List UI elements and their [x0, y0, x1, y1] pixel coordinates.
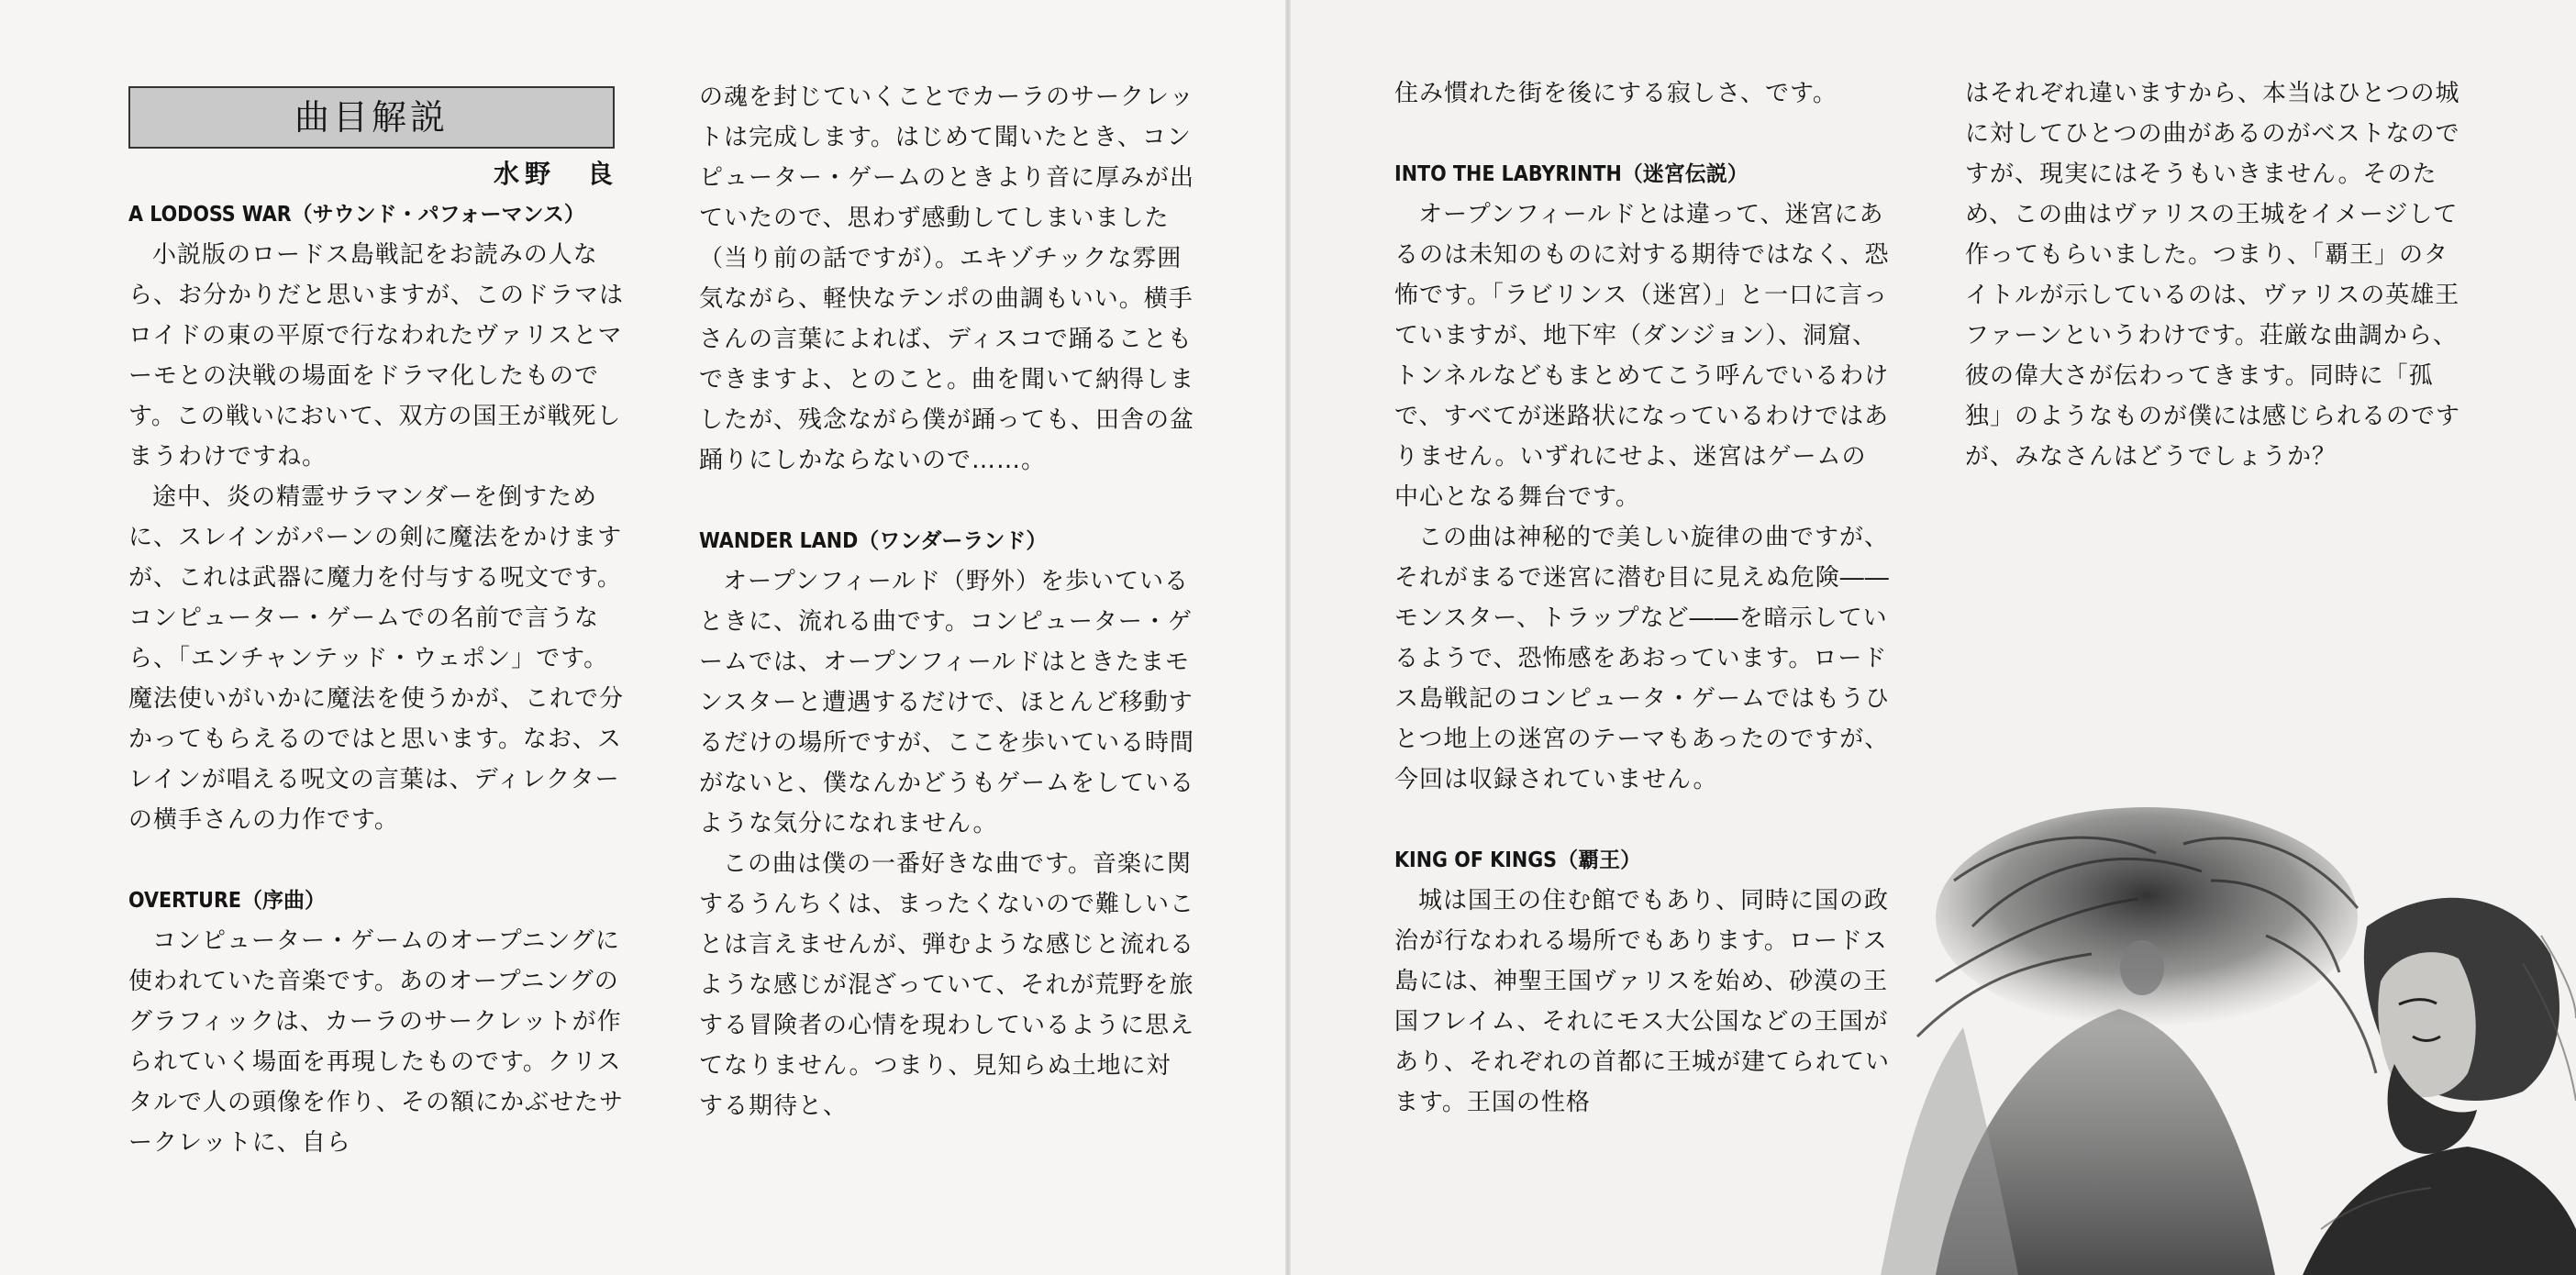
background-figure-face: [2120, 940, 2164, 995]
track-title: OVERTURE: [128, 889, 242, 913]
column-2: [699, 77, 1194, 1126]
section-title: 曲目解説: [294, 97, 449, 138]
track-subtitle: （迷宮伝説）: [1621, 162, 1749, 186]
book-spine: [1285, 0, 1291, 1275]
paragraph: 途中、炎の精霊サラマンダーを倒すために、スレインがパーンの剣に魔法をかけますが、これは武器に魔力を付与する呪文です。コンピューター・ゲームでの名前で言うなら、「エンチャンテッド・ウェポン」です。魔法使いがいかに魔法を使うかが、これで分かってもらえるのではと思います。なお、スレインが唱える呪文の言葉は、ディレクターの横手さんの力作です。: [128, 483, 625, 834]
spacer: [1394, 800, 1890, 840]
track-title: INTO THE LABYRINTH: [1394, 162, 1622, 186]
paragraph: この曲は神秘的で美しい旋律の曲ですが、それがまるで迷宮に潜む目に見えぬ危険――モンスター、トラップなど――を暗示しているようで、恐怖感をあおっています。ロードス島戦記のコンピュータ・ゲームではもうひとつ地上の迷宮のテーマもあったのですが、今回は収録されていません。: [1394, 524, 1891, 793]
track-heading-into-the-labyrinth: [1394, 154, 1890, 194]
spacer: [699, 481, 1194, 521]
spacer: [128, 840, 624, 881]
track-title: WANDER LAND: [699, 529, 859, 553]
column-1: [128, 77, 624, 1163]
paragraph: 住み慣れた街を後にする寂しさ、です。: [1394, 80, 1838, 107]
track-subtitle: （ワンダーランド）: [858, 529, 1048, 553]
foreground-figure-shoulders: [2303, 1147, 2576, 1275]
section-title-box: [128, 86, 615, 149]
track-subtitle: （序曲）: [241, 889, 327, 913]
paragraph: はそれぞれ違いますから、本当はひとつの城に対してひとつの曲があるのがベストなのですが、現実にはそうもいきません。そのため、この曲はヴァリスの王城をイメージして作ってもらいました。つまり、「覇王」のタイトルが示しているのは、ヴァリスの英雄王ファーンというわけです。荘厳な曲調から、彼の偉大さが伝わってきます。同時に「孤独」のようなものが僕には感じられるのですが、みなさんはどうでしょうか？: [1965, 80, 2461, 471]
spacer: [1394, 114, 1890, 154]
paragraph: オープンフィールド（野外）を歩いているときに、流れる曲です。コンピューター・ゲームでは、オープンフィールドはときたまモンスターと遭遇するだけで、ほとんど移動するだけの場所ですが、ここを歩いている時間がないと、僕なんかどうもゲームをしているような気分になれません。: [699, 568, 1195, 837]
paragraph: オープンフィールドとは違って、迷宮にあるのは未知のものに対する期待ではなく、恐怖です。「ラビリンス（迷宮）」と一口に言っていますが、地下牢（ダンジョン）、洞窟、トンネルなどもまとめてこう呼んでいるわけで、すべてが迷路状になっているわけではありません。いずれにせよ、迷宮はゲームの中心となる舞台です。: [1394, 201, 1890, 511]
track-heading-king-of-kings: [1394, 840, 1890, 881]
paragraph: この曲は僕の一番好きな曲です。音楽に関するうんちくは、まったくないので難しいことは言えませんが、弾むような感じと流れるような感じが混ざっていて、それが荒野を旅する冒険者の心情を現わしているように思えてなりません。つまり、見知らぬ土地に対する期待と、: [699, 850, 1195, 1120]
track-heading-overture: [128, 881, 624, 921]
track-title: A LODOSS WAR: [128, 203, 292, 227]
track-subtitle: （サウンド・パフォーマンス）: [291, 203, 585, 227]
track-subtitle: （覇王）: [1557, 848, 1642, 872]
track-heading-wander-land: [699, 521, 1194, 561]
paragraph: の魂を封じていくことでカーラのサークレットは完成します。はじめて聞いたとき、コンピューター・ゲームのときより音に厚みが出ていたので、思わず感動してしまいました（当り前の話ですが）。エキゾチックな雰囲気ながら、軽快なテンポの曲調もいい。横手さんの言葉によれば、ディスコで踊ることもできますよ、とのこと。曲を聞いて納得しましたが、残念ながら僕が踊っても、田舎の盆踊りにしかならないので……。: [699, 83, 1195, 474]
column-3: [1394, 73, 1890, 1123]
ink-illustration: [1881, 798, 2576, 1275]
paragraph: 城は国王の住む館でもあり、同時に国の政治が行なわれる場所でもあります。ロードス島には、神聖王国ヴァリスを始め、砂漠の王国フレイム、それにモス大公国などの王国があり、それぞれの首都に王城が建てられています。王国の性格: [1394, 887, 1891, 1116]
paragraph: 小説版のロードス島戦記をお読みの人なら、お分かりだと思いますが、このドラマはロイドの東の平原で行なわれたヴァリスとマーモとの決戦の場面をドラマ化したものです。この戦いにおいて、双方の国王が戦死しまうわけですね。: [128, 241, 625, 471]
author-name: 水野 良: [493, 159, 618, 189]
paragraph: コンピューター・ゲームのオープニングに使われていた音楽です。あのオープニングのグラフィックは、カーラのサークレットが作られていく場面を再現したものです。クリスタルで人の頭像を作り、その額にかぶせたサークレットに、自ら: [128, 927, 625, 1157]
track-title: KING OF KINGS: [1394, 848, 1558, 872]
track-heading-a-lodoss-war: [128, 194, 624, 235]
column-4: [1965, 73, 2460, 477]
